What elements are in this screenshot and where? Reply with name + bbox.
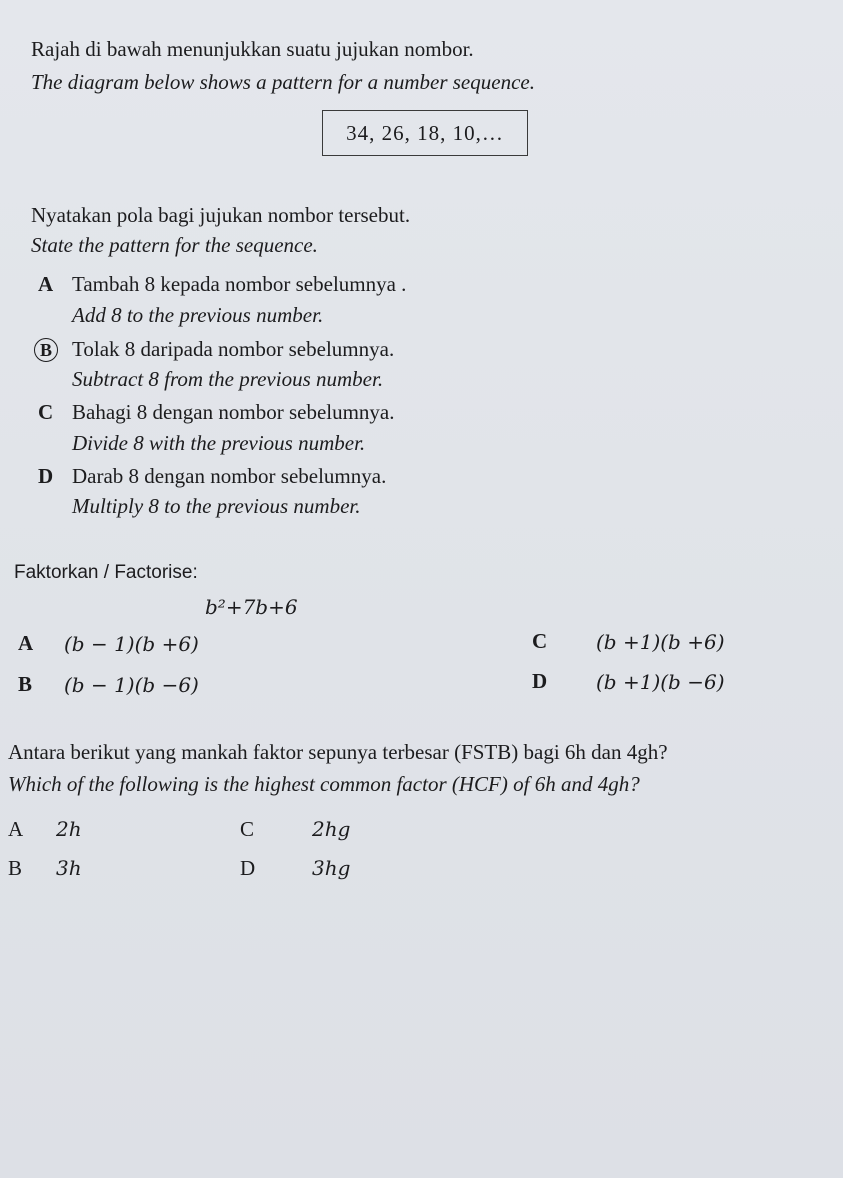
q2-option-c-letter[interactable]: C: [532, 629, 548, 653]
q1-option-c-malay: Bahagi 8 dengan nombor sebelumnya.: [72, 400, 395, 424]
q2-option-a-letter[interactable]: A: [18, 631, 34, 655]
q1-option-d-english: Multiply 8 to the previous number.: [72, 494, 361, 518]
q1-option-d-malay: Darab 8 dengan nombor sebelumnya.: [72, 464, 387, 488]
sequence-box: [322, 110, 528, 156]
q2-stem: Faktorkan / Factorise:: [14, 562, 198, 583]
q3-stem-malay: Antara berikut yang mankah faktor sepunya terbesar (FSTB) bagi 6h dan 4gh?: [8, 740, 668, 764]
q1-option-c-english: Divide 8 with the previous number.: [72, 431, 366, 455]
q1-option-b-malay: Tolak 8 daripada nombor sebelumnya.: [72, 337, 395, 361]
q3-option-a-letter[interactable]: A: [8, 817, 24, 841]
q2-option-b-text: (b − 1)(b −6): [64, 673, 199, 697]
q3-option-b-text: 3h: [56, 856, 82, 880]
q3-stem-english: Which of the following is the highest common factor (HCF) of 6h and 4gh?: [8, 772, 640, 796]
q3-option-d-letter[interactable]: D: [240, 856, 256, 880]
q2-option-a-text: (b − 1)(b +6): [64, 632, 199, 656]
q3-option-b-letter[interactable]: B: [8, 856, 23, 880]
q2-option-d-text: (b +1)(b −6): [596, 670, 725, 694]
q3-option-c-letter[interactable]: C: [240, 817, 255, 841]
q2-option-c-text: (b +1)(b +6): [596, 630, 725, 654]
q1-option-a-malay: Tambah 8 kepada nombor sebelumnya .: [72, 272, 407, 296]
q1-option-b-selected-circle[interactable]: [34, 338, 58, 362]
q1-stem-malay: Rajah di bawah menunjukkan suatu jujukan nombor.: [31, 37, 474, 61]
q1-option-a-english: Add 8 to the previous number.: [72, 303, 324, 327]
q2-option-b-letter[interactable]: B: [18, 672, 33, 696]
q1-option-c-letter[interactable]: C: [38, 400, 54, 424]
q1-option-d-letter[interactable]: D: [38, 464, 54, 488]
q1-option-a-letter[interactable]: A: [38, 272, 54, 296]
q3-option-d-text: 3hg: [312, 856, 351, 880]
q1-question-english: State the pattern for the sequence.: [31, 233, 318, 257]
q1-stem-english: The diagram below shows a pattern for a number sequence.: [31, 70, 535, 94]
q3-option-a-text: 2h: [56, 817, 82, 841]
q3-option-c-text: 2hg: [312, 817, 351, 841]
q1-option-b-letter: B: [39, 339, 52, 360]
q2-expression: b²+7b+6: [205, 595, 298, 619]
sequence-text: 34, 26, 18, 10,…: [346, 120, 504, 145]
q2-option-d-letter[interactable]: D: [532, 669, 548, 693]
q1-question-malay: Nyatakan pola bagi jujukan nombor tersebut.: [31, 203, 411, 227]
q1-option-b-english: Subtract 8 from the previous number.: [72, 367, 384, 391]
